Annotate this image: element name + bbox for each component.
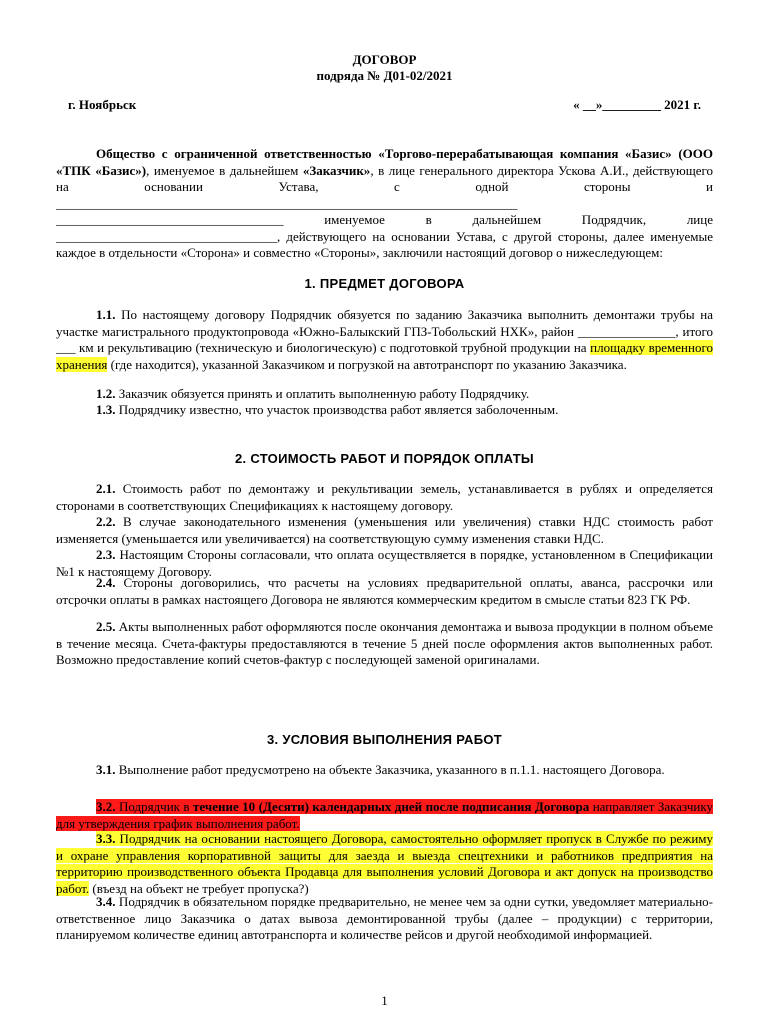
preamble: Общество с ограниченной ответственностью «Торгово-перерабатывающая компания «Базис» (ООО «ТПК «Базис»), именуемое в дальнейшем «Заказчик», в лице генерального директора Ускова А.И., действующего на основании Устава, с одной стороны и _______________________________________________________________________ ___________________________________ именуемое в дальнейшем Подрядчик, лице __________________________________, действующего на основании Устава, с другой стороны, далее именуемые каждое в отдельности «Сторона» и совместно «Стороны», заключили настоящий договор о нижеследующем: bbox=[56, 146, 713, 260]
clause-3-1: 3.1. Выполнение работ предусмотрено на объекте Заказчика, указанного в п.1.1. настоящего Договора. bbox=[96, 762, 665, 777]
highlight-storage-site: площадку временного хранения bbox=[56, 340, 713, 372]
company-name: Общество с ограниченной ответственностью «Торгово-перерабатывающая компания «Базис» (ООО «ТПК «Базис») bbox=[56, 146, 713, 178]
comment-question: (въезд на объект не требует пропуска?) bbox=[89, 880, 309, 896]
document-title: ДОГОВОР bbox=[352, 52, 417, 67]
contract-date: « __»_________ 2021 г. bbox=[573, 97, 701, 112]
clause-2-4: 2.4. Стороны договорились, что расчеты на условиях предварительной оплаты, аванса, рассрочки или отсрочки оплаты в рамках настоящего Договора не являются коммерческим кредитом в смысле статьи 823 ГК РФ. bbox=[56, 575, 713, 607]
section-2-title: 2. СТОИМОСТЬ РАБОТ И ПОРЯДОК ОПЛАТЫ bbox=[235, 451, 534, 466]
clause-1-3: 1.3. Подрядчику известно, что участок производства работ является заболоченным. bbox=[96, 402, 559, 417]
clause-3-3: 3.3. Подрядчик на основании настоящего Договора, самостоятельно оформляет пропуск в Службе по режиму и охране управления корпоративной защиты для заезда и выезда спецтехники и работников предприятия на территорию производственного объекта Продавца для выполнения условий Договора и акт допуск на производство работ. (въезд на объект не требует пропуска?) bbox=[56, 831, 713, 896]
section-1-title: 1. ПРЕДМЕТ ДОГОВОРА bbox=[304, 276, 465, 291]
page-number: 1 bbox=[381, 993, 388, 1008]
section-3-title: 3. УСЛОВИЯ ВЫПОЛНЕНИЯ РАБОТ bbox=[266, 732, 503, 747]
clause-2-1: 2.1. Стоимость работ по демонтажу и рекультивации земель, устанавливается в рублях и определяется сторонами в соответствующих Спецификациях к настоящему договору. bbox=[56, 481, 713, 513]
customer-term: «Заказчик» bbox=[302, 162, 371, 178]
clause-1-2: 1.2. Заказчик обязуется принять и оплатить выполненную работу Подрядчику. bbox=[96, 386, 530, 401]
clause-2-3: 2.3. Настоящим Стороны согласовали, что оплата осуществляется в порядке, установленном в Спецификации №1 к настоящему Договору. bbox=[56, 547, 713, 579]
clause-3-4: 3.4. Подрядчик в обязательном порядке предварительно, не менее чем за одни сутки, уведомляет материально-ответственное лицо Заказчика о датах вывоза демонтированной трубы (далее – продукции) с территории, планируемом количестве единиц автотранспорта и количестве рейсов и другой необходимой информацией. bbox=[56, 894, 713, 942]
city: г. Ноябрьск bbox=[68, 97, 137, 112]
clause-3-2: 3.2. Подрядчик в течение 10 (Десяти) календарных дней после подписания Договора направляет Заказчику для утверждения график выполнения работ. bbox=[56, 799, 714, 831]
highlight-pass-clause: Подрядчик на основании настоящего Договора, самостоятельно оформляет пропуск в Службе по режиму и охране управления корпоративной защиты для заезда и выезда спецтехники и работников предприятия на территорию производственного объекта Продавца для выполнения условий Договора и акт допуск на производство работ. bbox=[56, 831, 713, 896]
document-subtitle: подряда № Д01-02/2021 bbox=[316, 68, 453, 83]
clause-1-1: 1.1. По настоящему договору Подрядчик обязуется по заданию Заказчика выполнить демонтажи трубы на участке магистрального продуктопровода «Южно-Балыкский ГПЗ-Тобольский НХК», район _______________, итого ___ км и рекультивацию (техническую и биологическую) с подготовкой трубной продукции на площадку временного хранения (где находится), указанной Заказчиком и погрузкой на автотранспорт по указанию Заказчика. bbox=[56, 307, 713, 372]
clause-2-5: 2.5. Акты выполненных работ оформляются после окончания демонтажа и вывоза продукции в полном объеме в течение месяца. Счета-фактуры предоставляются в течение 5 дней после оформления актов выполненных работ. Возможно предоставление копий счетов-фактур с последующей заменой оригиналами. bbox=[56, 619, 713, 667]
clause-2-2: 2.2. В случае законодательного изменения (уменьшения или увеличения) ставки НДС стоимость работ изменяется (уменьшается или увеличивается) на соответствующую сумму изменения ставки НДС. bbox=[56, 514, 713, 546]
